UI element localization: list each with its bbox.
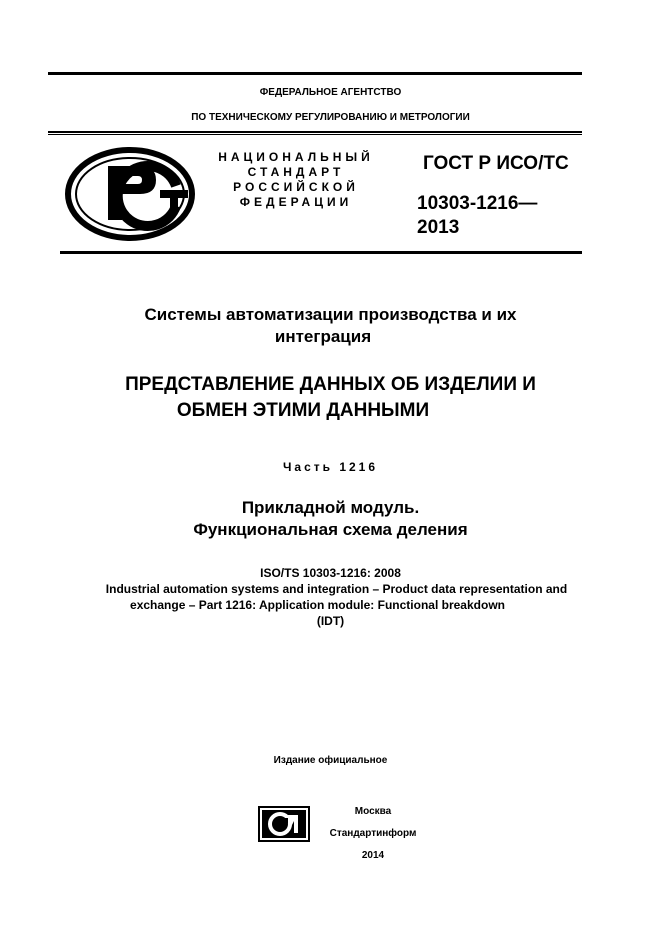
- subtitle-line-2: ОБМЕН ЭТИМИ ДАННЫМИ: [176, 400, 430, 421]
- agency-line-2: ПО ТЕХНИЧЕСКОМУ РЕГУЛИРОВАНИЮ И МЕТРОЛОГИИ: [191, 112, 470, 123]
- main-title-line-1: Системы автоматизации производства и их: [144, 305, 517, 324]
- standard-rule: [60, 251, 582, 254]
- module-title-line-2: Функциональная схема деления: [193, 520, 468, 539]
- national-line-2: СТАНДАРТ: [247, 165, 345, 179]
- national-line-3: РОССИЙСКОЙ: [233, 180, 359, 194]
- publication-year: 2014: [361, 850, 385, 861]
- publisher-block: [318, 801, 428, 867]
- publisher-name: Стандартинформ: [329, 828, 417, 839]
- edition-label: Издание официальное: [273, 755, 388, 766]
- main-title: [0, 304, 661, 348]
- subtitle: [0, 372, 661, 424]
- national-line-1: НАЦИОНАЛЬНЫЙ: [218, 150, 374, 164]
- gost-line-2: 10303-1216—: [417, 193, 538, 214]
- rst-certification-mark-icon: [64, 146, 196, 242]
- national-line-4: ФЕДЕРАЦИИ: [239, 195, 353, 209]
- header-rule-1: [48, 131, 582, 133]
- agency-line-1: ФЕДЕРАЛЬНОЕ АГЕНТСТВО: [259, 87, 402, 98]
- part-number: Часть 1216: [282, 460, 379, 474]
- gost-line-1: ГОСТ Р ИСО/ТС: [423, 153, 569, 174]
- header-rule-2: [48, 134, 582, 135]
- iso-reference: [0, 565, 661, 629]
- module-title-line-1: Прикладной модуль.: [241, 498, 420, 517]
- idt-marker: (IDT): [316, 614, 345, 628]
- subtitle-line-1: ПРЕДСТАВЛЕНИЕ ДАННЫХ ОБ ИЗДЕЛИИ И: [125, 374, 536, 395]
- gost-line-3: 2013: [417, 217, 460, 238]
- publisher-city: Москва: [354, 806, 392, 817]
- english-title-line-2: exchange – Part 1216: Application module: Functional breakdown: [130, 598, 505, 612]
- top-rule: [48, 72, 582, 75]
- iso-number: ISO/TS 10303-1216: 2008: [260, 566, 401, 580]
- gost-designation: [417, 152, 569, 240]
- module-title: [0, 497, 661, 541]
- standartinform-logo-icon: [258, 806, 310, 842]
- national-standard-label: [196, 150, 396, 210]
- main-title-line-2: интеграция: [274, 327, 372, 346]
- english-title-line-1: Industrial automation systems and integration – Product data representation and: [105, 582, 568, 596]
